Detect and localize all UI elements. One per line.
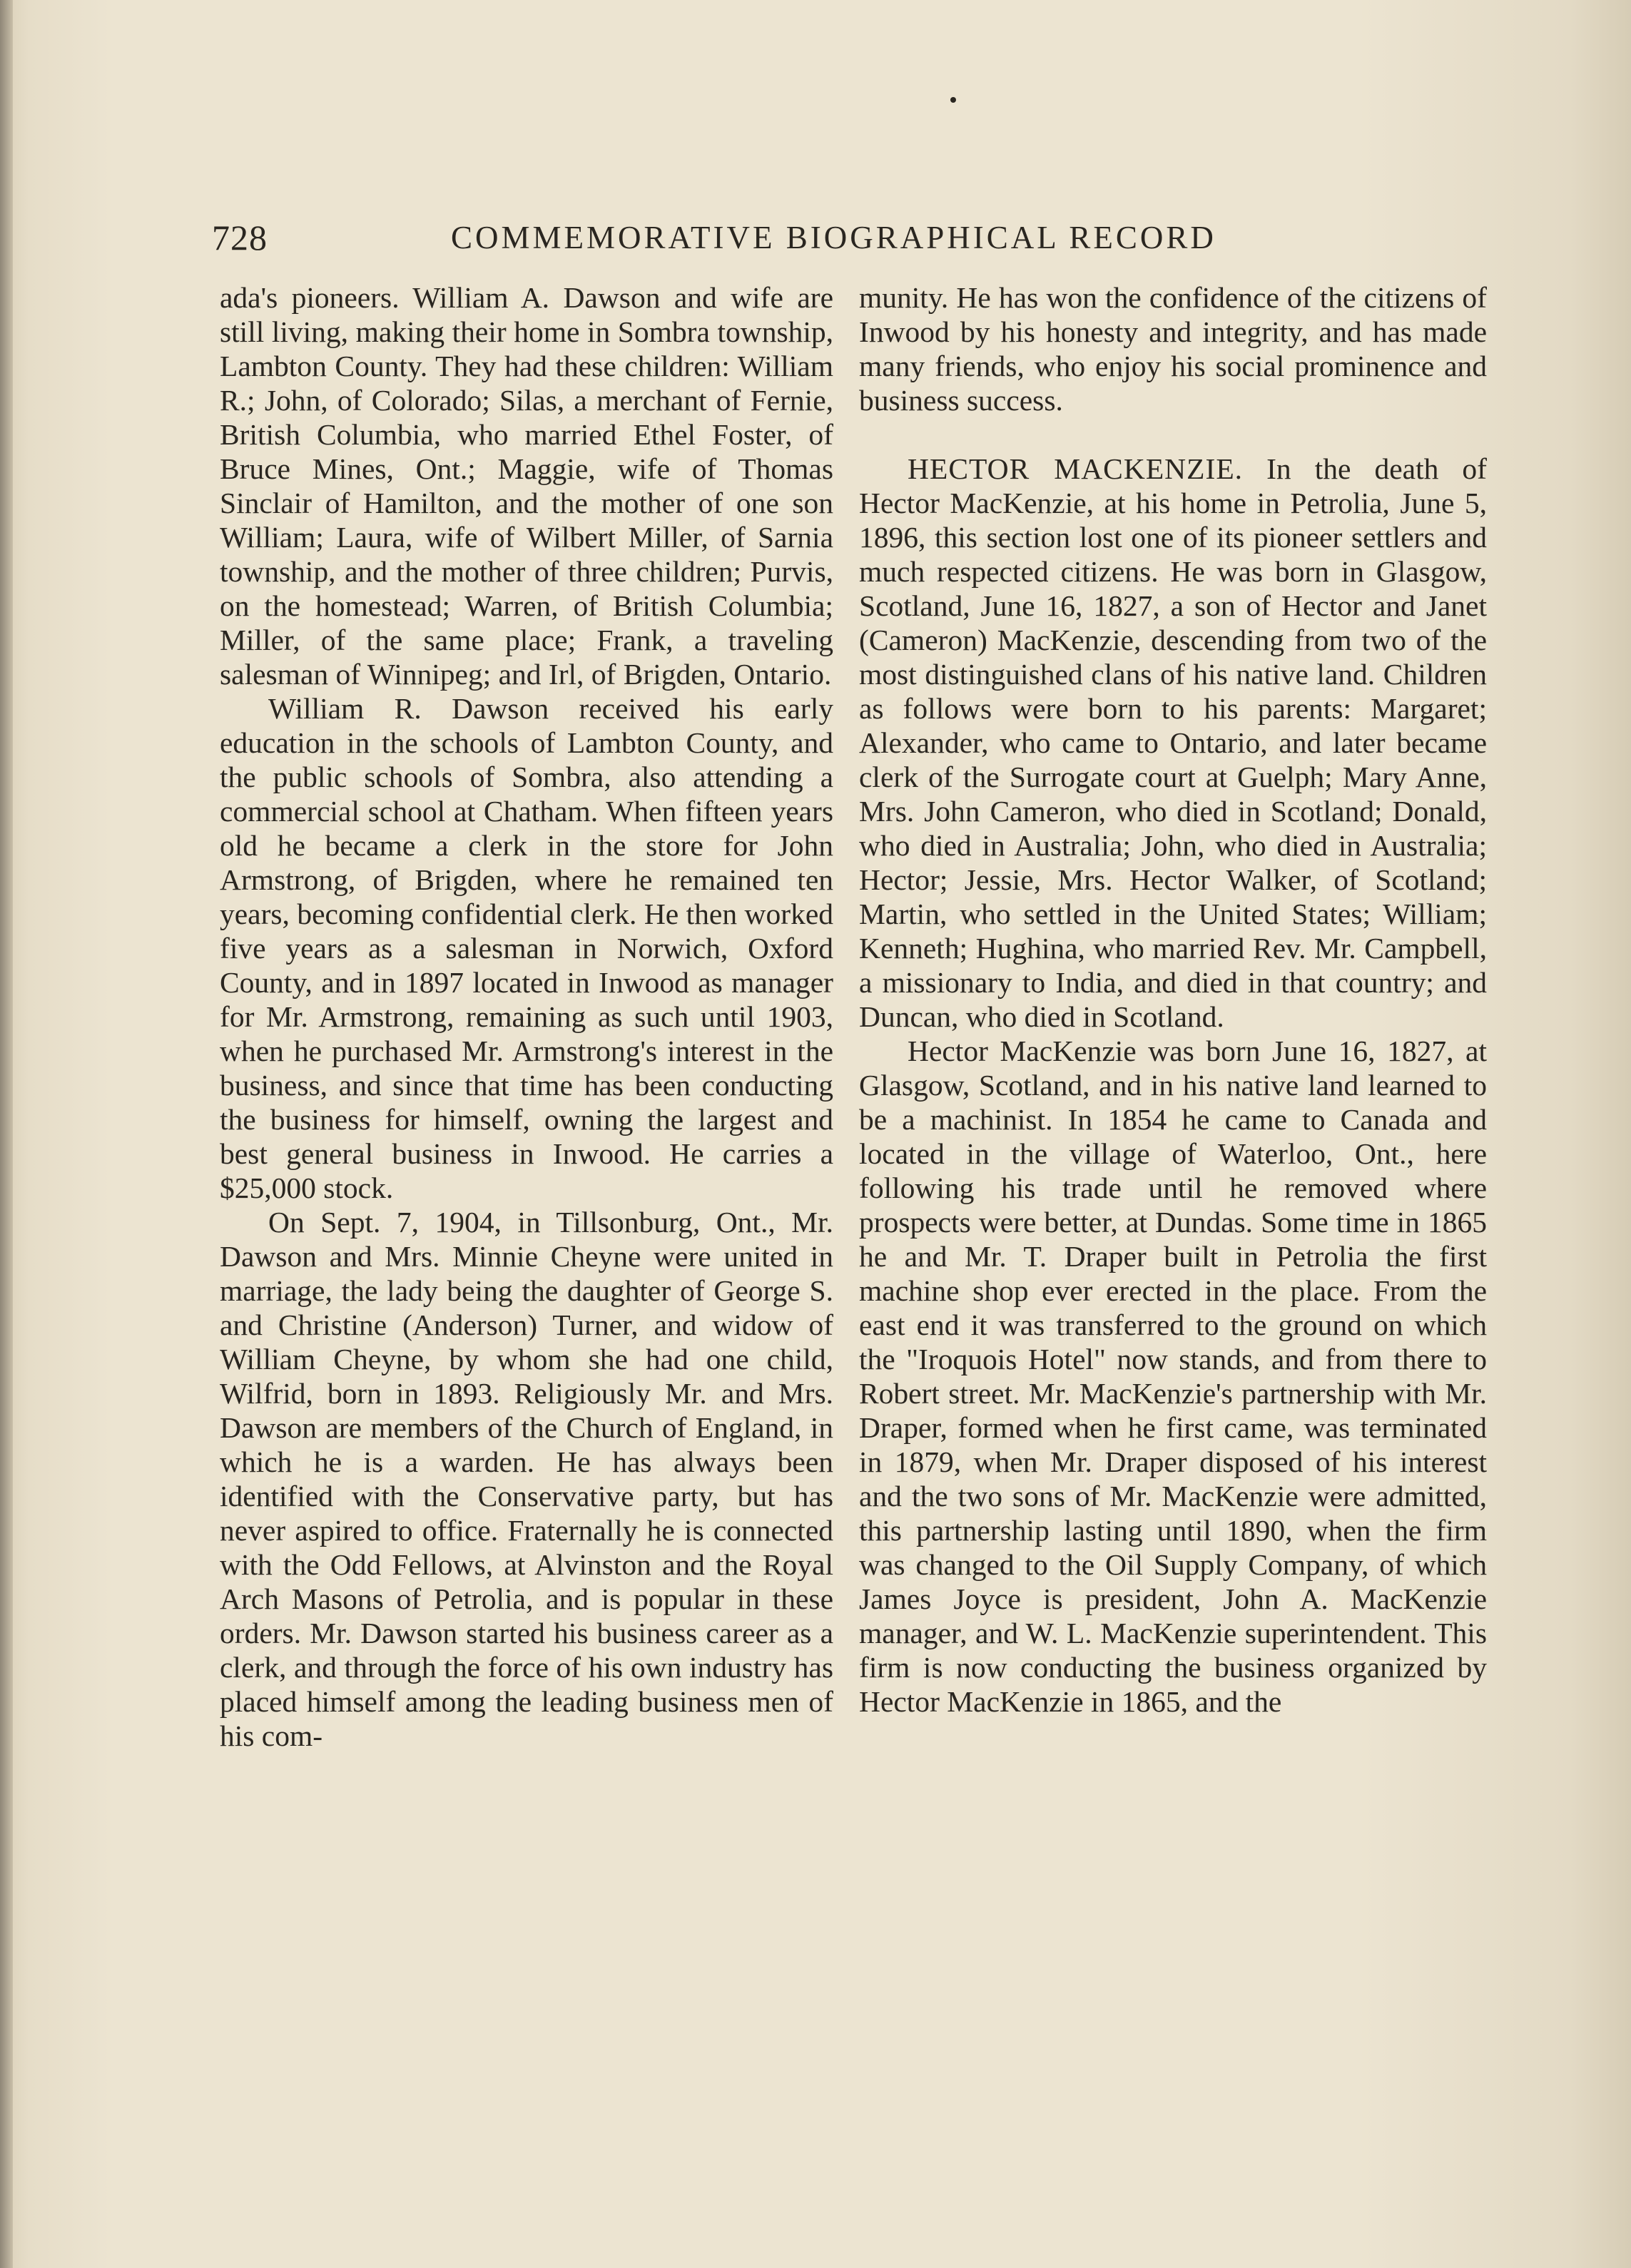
left-column xyxy=(220,280,833,1753)
paragraph-mackenzie-career: Hector MacKenzie was born June 16, 1827, at Glasgow, Scotland, and in his native land learned to be a machinist. In 1854 he came to Canada and located in the village of Waterloo, Ont., here following his trade until he removed where prospects were better, at Dundas. Some time in 1865 he and Mr. T. Draper built in Petrolia the first machine shop ever erected in the place. From the east end it was transferred to the ground on which the "Iroquois Hotel" now stands, and from there to Robert street. Mr. MacKenzie's partnership with Mr. Draper, formed when he first came, was terminated in 1879, when Mr. Draper disposed of his interest and the two sons of Mr. MacKenzie were admitted, this partnership lasting until 1890, when the firm was changed to the Oil Supply Company, of which James Joyce is president, John A. MacKenzie manager, and W. L. MacKenzie superintendent. This firm is now conducting the business organized by Hector MacKenzie in 1865, and the xyxy=(859,1034,1487,1718)
running-head: COMMEMORATIVE BIOGRAPHICAL RECORD xyxy=(451,220,1216,255)
page-number: 728 xyxy=(212,218,268,258)
mackenzie-intro-text: In the death of Hector MacKenzie, at his home in Petrolia, June 5, 1896, this section lost one of its pioneer settlers and much respected citizens. He was born in Glasgow, Scotland, June 16, 1827, a son of Hector and Janet (Cameron) MacKenzie, descending from two of the most distinguished clans of his native land. Children as follows were born to his parents: Margaret; Alexander, who came to Ontario, and later became clerk of the Surrogate court at Guelph; Mary Anne, Mrs. John Cameron, who died in Scotland; Donald, who died in Australia; John, who died in Australia; Hector; Jessie, Mrs. Hector Walker, of Scotland; Martin, who settled in the United States; William; Kenneth; Hughina, who married Rev. Mr. Campbell, a missionary to India, and died in that country; and Duncan, who died in Scotland. xyxy=(859,452,1487,1033)
paragraph-dawson-career: William R. Dawson received his early education in the schools of Lambton County, and the public schools of Sombra, also attending a commercial school at Chatham. When fifteen years old he became a clerk in the store for John Armstrong, of Brigden, where he remained ten years, becoming confidential clerk. He then worked five years as a salesman in Norwich, Oxford County, and in 1897 located in Inwood as manager for Mr. Armstrong, remaining as such until 1903, when he purchased Mr. Armstrong's interest in the business, and since that time has been conducting the business for himself, owning the largest and best general business in Inwood. He carries a $25,000 stock. xyxy=(220,692,833,1204)
printer-mark xyxy=(950,97,956,103)
paragraph-dawson-conclusion: munity. He has won the confidence of the citizens of Inwood by his honesty and integrity, and has made many friends, who enjoy his social prominence and business success. xyxy=(859,281,1487,417)
binding-edge xyxy=(0,0,13,2268)
biography-heading: HECTOR MACKENZIE. xyxy=(908,452,1244,485)
paragraph-dawson-family: ada's pioneers. William A. Dawson and wife are still living, making their home in Sombra township, Lambton County. They had these children: William R.; John, of Colorado; Silas, a merchant of Fernie, British Columbia, who married Ethel Foster, of Bruce Mines, Ont.; Maggie, wife of Thomas Sinclair of Hamilton, and the mother of one son William; Laura, wife of Wilbert Miller, of Sarnia township, and the mother of three children; Purvis, on the homestead; Warren, of British Columbia; Miller, of the same place; Frank, a traveling salesman of Winnipeg; and Irl, of Brigden, Ontario. xyxy=(220,281,833,691)
page-header xyxy=(212,213,1489,263)
paragraph-dawson-marriage: On Sept. 7, 1904, in Tillsonburg, Ont., Mr. Dawson and Mrs. Minnie Cheyne were united in marriage, the lady being the daughter of George S. and Christine (Anderson) Turner, and widow of William Cheyne, by whom she had one child, Wilfrid, born in 1893. Religiously Mr. and Mrs. Dawson are members of the Church of England, in which he is a warden. He has always been identified with the Conservative party, but has never aspired to office. Fraternally he is connected with the Odd Fellows, at Alvinston and the Royal Arch Masons of Petrolia, and is popular in these orders. Mr. Dawson started his business career as a clerk, and through the force of his own industry has placed himself among the leading business men of his com- xyxy=(220,1206,833,1752)
right-column xyxy=(859,280,1487,1719)
paragraph-mackenzie-intro xyxy=(859,452,1487,1034)
